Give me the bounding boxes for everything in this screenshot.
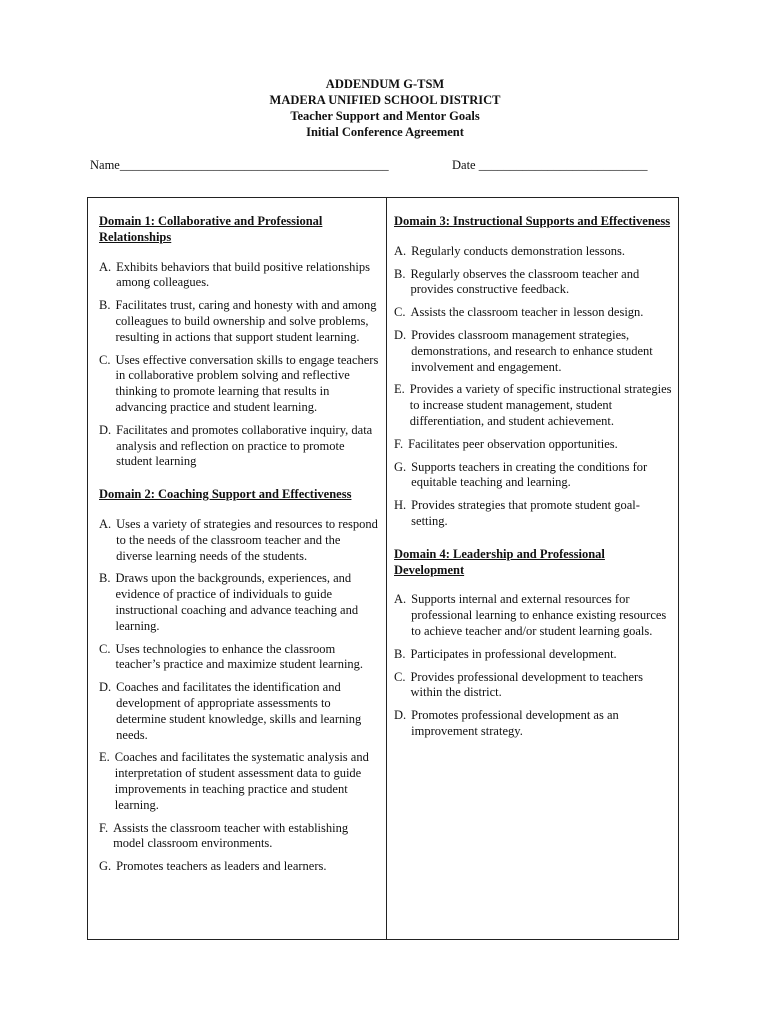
list-item [394,305,674,321]
list-item [394,708,674,740]
item-text: Participates in professional development. [410,646,617,661]
item-text: Facilitates trust, caring and honesty with and among colleagues to build ownership and solve problems, resulting in actions that support student learning. [115,298,377,344]
item-text: Uses technologies to enhance the classroom teacher’s practice and maximize student learning. [115,641,364,672]
list-item [394,382,674,429]
list-item [394,592,674,639]
item-text: Provides strategies that promote student goal-setting. [411,498,640,528]
item-letter: D. [99,680,112,695]
item-text: Facilitates peer observation opportunities. [408,436,618,451]
domain4-list [394,592,674,739]
item-letter: G. [99,859,112,874]
item-letter: C. [99,641,111,656]
item-text: Promotes professional development as an improvement strategy. [411,708,619,738]
item-text: Regularly conducts demonstration lessons. [411,243,626,258]
name-date-row [90,158,690,173]
list-item [99,298,379,345]
item-letter: E. [99,750,110,765]
domain2-list [99,517,379,875]
domain3-heading: Domain 3: Instructional Supports and Effectiveness [394,214,671,228]
item-letter: D. [394,708,407,723]
item-letter: C. [394,305,406,320]
item-text: Regularly observes the classroom teacher and provides constructive feedback. [410,266,640,297]
date-field[interactable]: ___________________________ [478,158,648,172]
item-text: Uses effective conversation skills to engage teachers in collaborative problem solving and reflective thinking to promote learning that results in advancing practice and student learning. [115,352,379,414]
column-divider [386,198,387,939]
item-letter: C. [99,352,111,367]
domain1-heading: Domain 1: Collaborative and Professional Relationships [99,214,323,244]
item-text: Supports teachers in creating the conditions for equitable teaching and learning. [411,459,648,490]
list-item [99,353,379,416]
domain3-list [394,244,674,530]
name-field[interactable]: ___________________________________________ [119,158,389,172]
item-letter: B. [99,298,111,313]
item-letter: H. [394,498,407,513]
item-text: Provides professional development to teachers within the district. [410,669,644,700]
goals-table [87,197,679,940]
list-item [394,460,674,492]
list-item [394,647,674,663]
form-title: Teacher Support and Mentor Goals [290,109,480,123]
item-text: Facilitates and promotes collaborative inquiry, data analysis and reflection on practice to promote student learning [116,422,373,469]
item-letter: A. [99,259,112,274]
list-item [99,423,379,470]
item-text: Provides a variety of specific instructional strategies to increase student management, student differentiation, and student achievement. [409,382,672,428]
domain1-list [99,260,379,471]
list-item [99,571,379,634]
list-item [99,821,379,853]
domain2-heading: Domain 2: Coaching Support and Effectiveness [99,487,352,502]
list-item [394,437,674,453]
list-item [99,750,379,813]
item-text: Assists the classroom teacher in lesson design. [410,305,644,320]
item-letter: F. [99,820,109,835]
list-item [394,670,674,702]
list-item [99,260,379,292]
date-label: Date [452,158,476,172]
name-label: Name [90,158,120,172]
document-header [0,76,770,140]
item-letter: B. [99,571,111,586]
list-item [394,267,674,299]
list-item [99,517,379,564]
item-text: Coaches and facilitates the identification and development of appropriate assessments to determine student knowledge, skills and learning needs. [116,680,362,742]
list-item [394,328,674,375]
item-text: Provides classroom management strategies, demonstrations, and research to enhance student involvement and engagement. [411,327,653,374]
item-letter: A. [394,243,407,258]
form-subtitle: Initial Conference Agreement [306,125,464,139]
addendum-title: ADDENDUM G-TSM [325,77,445,91]
item-letter: D. [394,327,407,342]
list-item [394,498,674,530]
item-letter: A. [99,516,112,531]
item-letter: B. [394,266,406,281]
item-letter: C. [394,669,406,684]
item-text: Uses a variety of strategies and resources to respond to the needs of the classroom teacher and the diverse learning needs of the students. [116,516,378,563]
district-name: MADERA UNIFIED SCHOOL DISTRICT [269,93,501,107]
item-text: Coaches and facilitates the systematic analysis and interpretation of student assessment data to guide improvements in teaching practice and student learning. [114,750,369,812]
spacer [394,537,674,547]
item-letter: G. [394,459,407,474]
list-item [99,859,379,875]
item-letter: B. [394,646,406,661]
list-item [99,680,379,743]
item-letter: F. [394,436,404,451]
list-item [394,244,674,260]
date-group [452,158,647,173]
item-text: Draws upon the backgrounds, experiences, and evidence of practice of individuals to guide instructional coaching and advance teaching and learning. [115,571,359,633]
right-column [394,214,674,747]
item-text: Assists the classroom teacher with establishing model classroom environments. [113,820,349,851]
item-text: Promotes teachers as leaders and learners. [116,859,327,874]
domain4-heading: Domain 4: Leadership and Professional Development [394,546,605,577]
list-item [99,642,379,674]
item-text: Supports internal and external resources for professional learning to enhance existing resources to achieve teacher and/or student learning goals. [411,592,667,638]
left-column [99,214,379,882]
spacer [99,477,379,487]
item-text: Exhibits behaviors that build positive relationships among colleagues. [116,259,370,290]
item-letter: A. [394,592,407,607]
item-letter: E. [394,382,405,397]
item-letter: D. [99,422,112,437]
